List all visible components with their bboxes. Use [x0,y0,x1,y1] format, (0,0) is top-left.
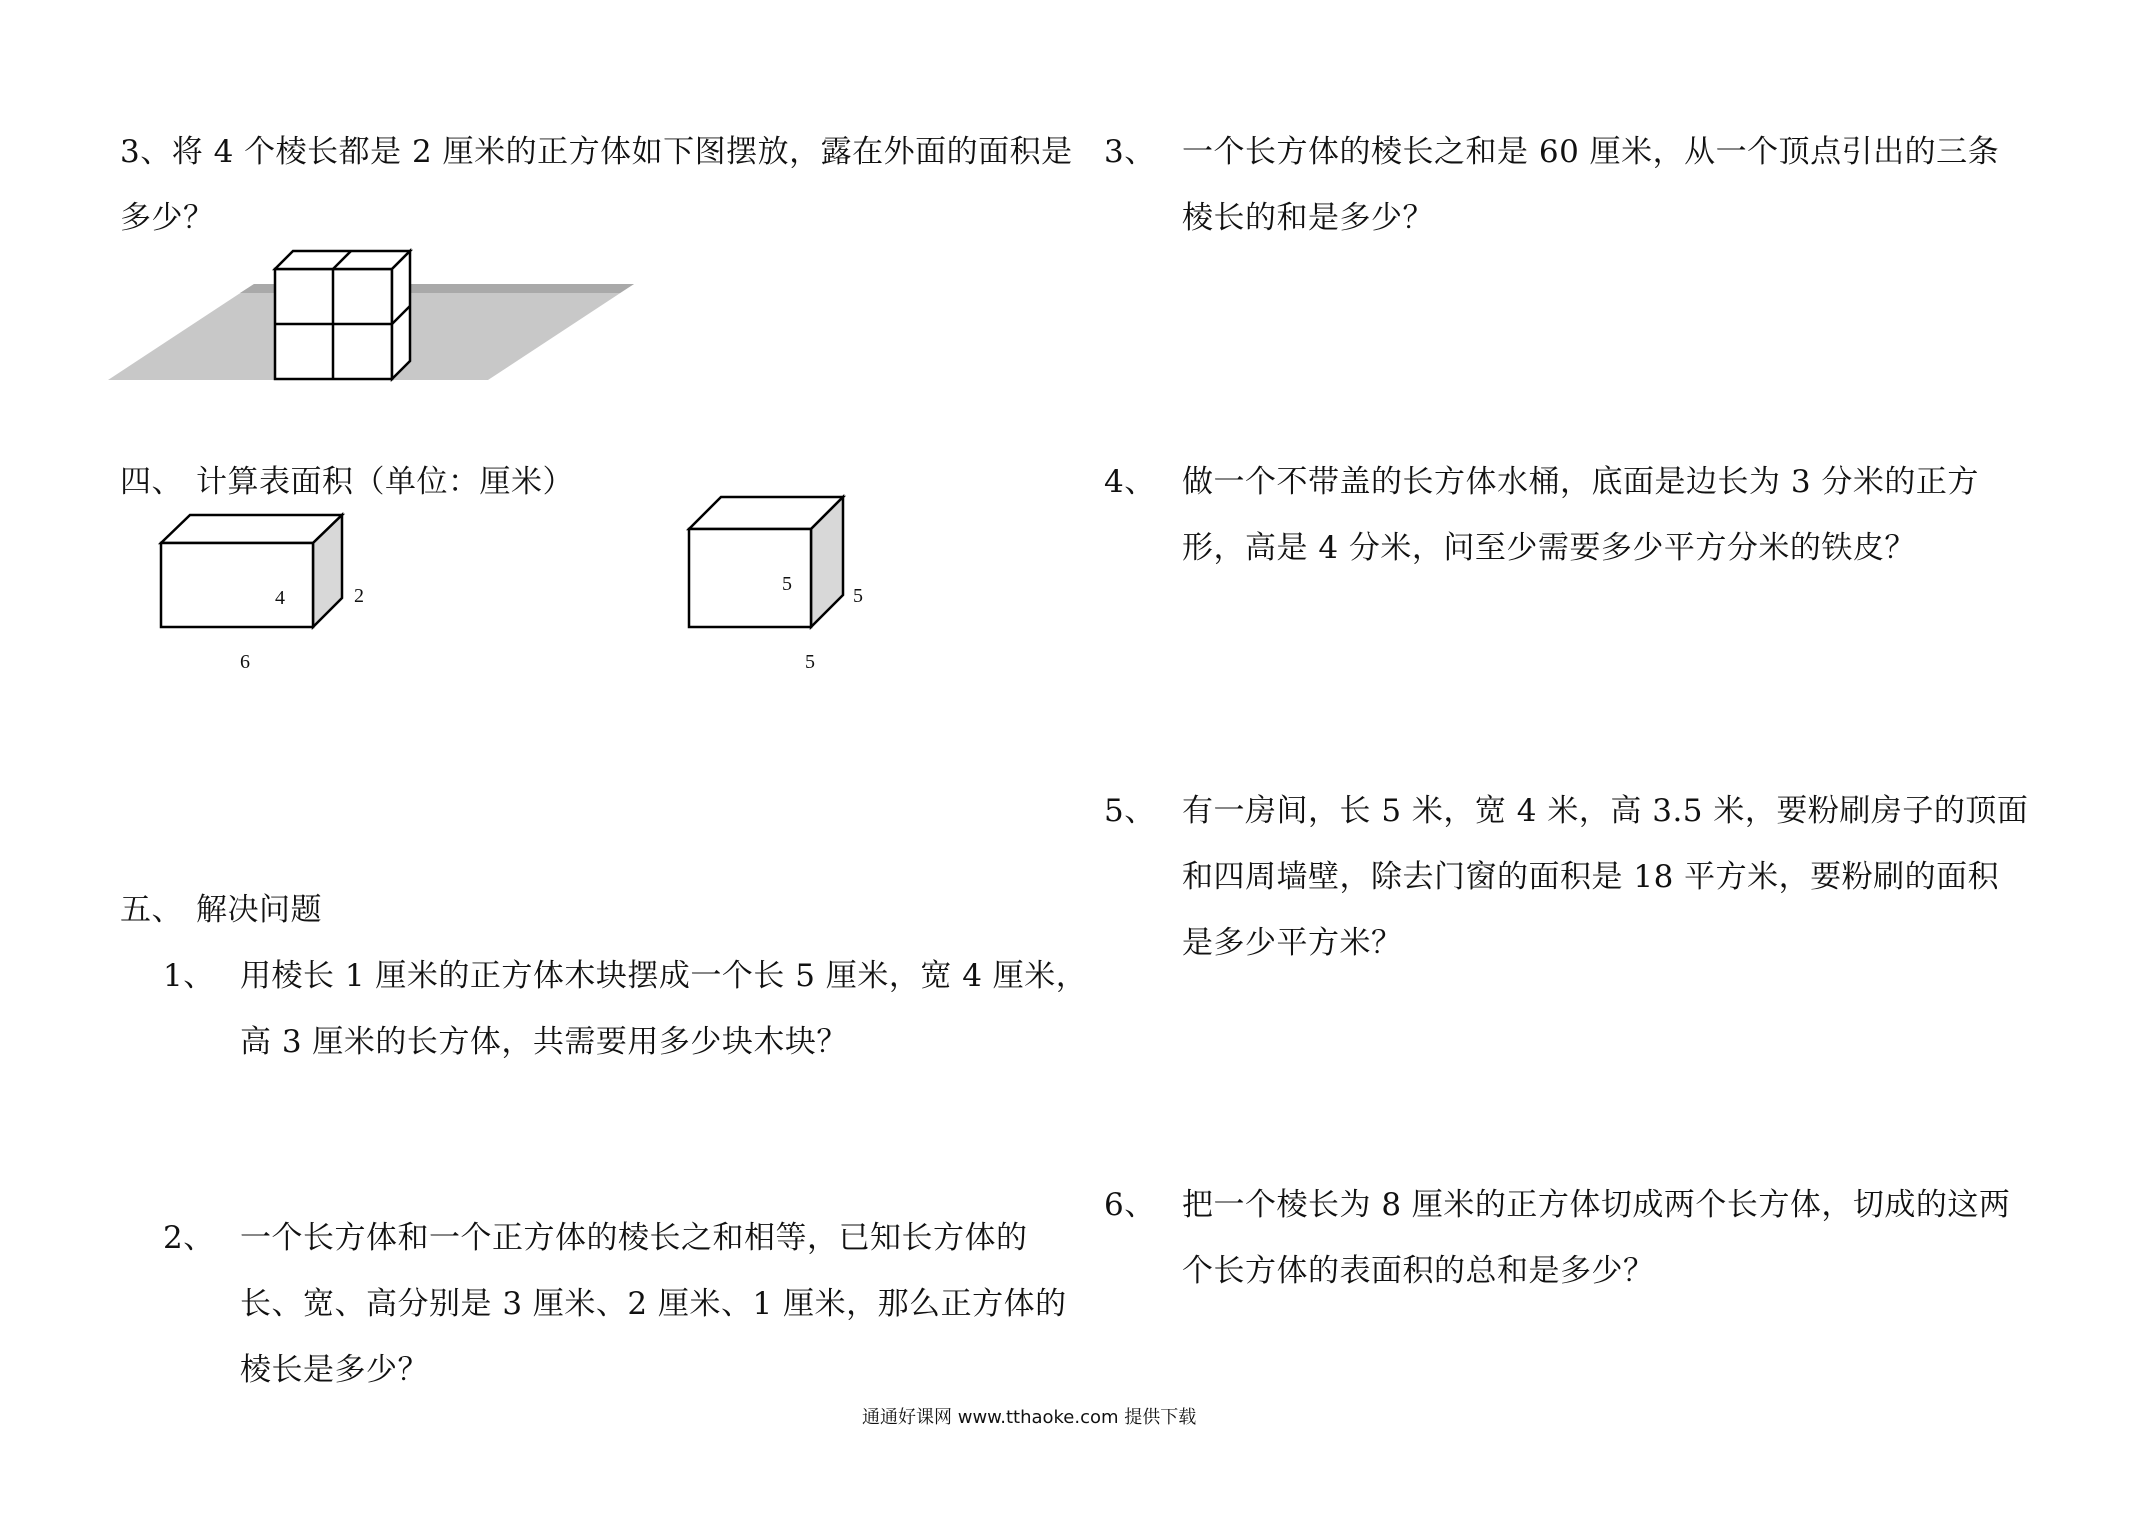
problem-2-line3: 棱长是多少？ [240,1352,429,1388]
fig1-label-c: 6 [240,651,250,673]
problem-r3-line2: 棱长的和是多少？ [1182,200,1434,236]
problem-r6-line1: 把一个棱长为 8 厘米的正方体切成两个长方体，切成的这两 [1182,1187,2011,1223]
section-5-number: 五、 [120,892,183,928]
question-3-line2: 多少？ [120,200,215,236]
problem-1-line2: 高 3 厘米的长方体，共需要用多少块木块？ [240,1024,848,1060]
question-3-line1: 3、将 4 个棱长都是 2 厘米的正方体如下图摆放，露在外面的面积是 [120,134,1073,170]
problem-r4-number: 4、 [1104,464,1156,500]
fig1-label-a: 4 [275,587,285,609]
problem-r6-number: 6、 [1104,1187,1156,1223]
fig1-label-b: 2 [354,585,364,607]
section-4-title: 计算表面积（单位：厘米） [196,464,574,500]
problem-r3-line1: 一个长方体的棱长之和是 60 厘米，从一个顶点引出的三条 [1182,134,2000,170]
fig2-label-a: 5 [782,573,792,595]
problem-r5-line2: 和四周墙壁，除去门窗的面积是 18 平方米，要粉刷的面积 [1182,859,2000,895]
problem-r3-number: 3、 [1104,134,1156,170]
fig2-label-c: 5 [805,651,815,673]
problem-1-number: 1、 [163,958,215,994]
problem-r6-line2: 个长方体的表面积的总和是多少？ [1182,1253,1655,1289]
problem-r4-line2: 形，高是 4 分米，问至少需要多少平方分米的铁皮？ [1182,530,1916,566]
problem-2-line2: 长、宽、高分别是 3 厘米、2 厘米、1 厘米，那么正方体的 [240,1286,1067,1322]
problem-2-line1: 一个长方体和一个正方体的棱长之和相等，已知长方体的 [240,1220,1028,1256]
problem-r5-number: 5、 [1104,793,1156,829]
fig2-label-b: 5 [853,585,863,607]
problem-r5-line3: 是多少平方米？ [1182,925,1403,961]
problem-r4-line1: 做一个不带盖的长方体水桶，底面是边长为 3 分米的正方 [1182,464,1979,500]
section-4-number: 四、 [120,464,183,500]
problem-r5-line1: 有一房间，长 5 米，宽 4 米，高 3.5 米，要粉刷房子的顶面 [1182,793,2029,829]
page-footer: 通通好课网 www.tthaoke.com 提供下载 [862,1407,1197,1428]
problem-1-line1: 用棱长 1 厘米的正方体木块摆成一个长 5 厘米，宽 4 厘米， [240,958,1088,994]
problem-2-number: 2、 [163,1220,215,1256]
section-5-title: 解决问题 [196,892,322,928]
